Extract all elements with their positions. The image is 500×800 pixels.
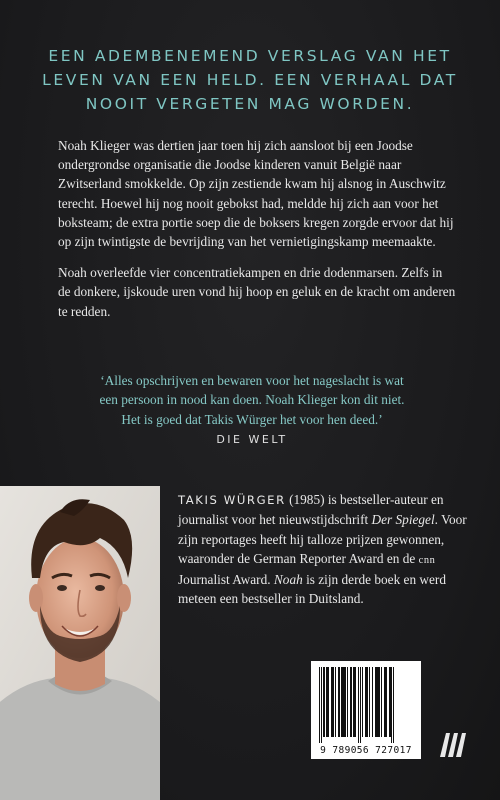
- barcode-bar: [389, 667, 391, 737]
- barcode-bar: [350, 667, 352, 737]
- barcode-bar: [375, 667, 377, 737]
- barcode-bar: [326, 667, 328, 737]
- barcode-bar: [345, 667, 346, 737]
- barcode-bar: [333, 667, 334, 737]
- bio-text: is zijn derde boek en werd meteen een bestseller in Duitsland.: [178, 572, 447, 607]
- barcode-bar: [328, 667, 329, 737]
- barcode-bar: [358, 667, 359, 743]
- headline-line: EEN ADEMBENEMEND VERSLAG VAN HET: [48, 47, 452, 65]
- barcode-bar: [331, 667, 333, 737]
- bio-text: Journalist Award.: [178, 572, 274, 588]
- barcode-bar: [353, 667, 355, 737]
- publisher-logo: [437, 731, 467, 759]
- author-photo: [0, 486, 160, 800]
- quote-line: een persoon in nood kan doen. Noah Klieger kon dit niet.: [99, 392, 405, 408]
- blurb-paragraph: Noah Klieger was dertien jaar toen hij zich aansloot bij een Joodse ondergrondse organisatie die Joodse kinderen vanuit België naar Zwitserland smokkelde. Op zijn zestiende kwam hij alsnog in Auschwitz terecht. Hoewel hij nog nooit gebokst had, meldde hij zich aan voor het boksteam; de extra portie soep die de boksers kregen zorgde ervoor dat hij op zijn twintigste de bevrijding van het vernietigingskamp meemaakte.: [58, 138, 454, 250]
- isbn-digits: 9 789056 727017: [320, 745, 412, 756]
- barcode-bar: [372, 667, 373, 737]
- barcode-bar: [335, 667, 336, 737]
- press-quote: [52, 371, 452, 429]
- magazine-title: Der Spiegel: [371, 512, 435, 528]
- quote-line: ‘Alles opschrijven en bewaren voor het nageslacht is wat: [100, 373, 404, 388]
- book-title: Noah: [273, 572, 303, 588]
- barcode-bar: [355, 667, 356, 737]
- barcode-bar: [391, 667, 392, 743]
- quote-line: Het is goed dat Takis Würger het voor hen deed.’: [121, 411, 383, 427]
- author-name: TAKIS WÜRGER: [178, 493, 286, 507]
- barcode-bar: [386, 667, 387, 737]
- barcode-bar: [362, 667, 363, 737]
- blurb-paragraph: Noah overleefde vier concentratiekampen en drie dodenmarsen. Zelfs in de donkere, ijskoude uren vond hij hoop en geluk en de kracht om anderen te redden.: [58, 265, 456, 319]
- barcode-bar: [323, 667, 325, 737]
- author-bio: [178, 490, 474, 609]
- barcode-bar: [365, 667, 367, 737]
- broadcaster-name: cnn: [418, 554, 436, 566]
- barcode-bar: [321, 667, 322, 743]
- barcode-bar: [343, 667, 345, 737]
- barcode-bar: [377, 667, 379, 737]
- barcode-bar: [384, 667, 386, 737]
- barcode-bar: [367, 667, 368, 737]
- barcode-bar: [360, 667, 361, 743]
- headline: [40, 44, 460, 116]
- barcode-bar: [369, 667, 370, 737]
- bio-text: . Voor zijn reportages heeft hij talloze prijzen gewonnen, waaronder de German Reporter Award en de: [178, 512, 467, 566]
- barcode-bar: [381, 667, 382, 737]
- quote-source: DIE WELT: [216, 433, 288, 446]
- bio-text: (1985) is bestseller-auteur en journalist voor het nieuwstijdschrift: [178, 492, 444, 528]
- barcode-bar: [379, 667, 380, 737]
- barcode-bar: [347, 667, 348, 737]
- isbn-barcode: [311, 661, 421, 759]
- barcode-bar: [393, 667, 394, 743]
- barcode-bar: [319, 667, 320, 743]
- headline-line: LEVEN VAN EEN HELD. EEN VERHAAL DAT: [42, 71, 458, 89]
- barcode-bar: [338, 667, 340, 737]
- headline-line: NOOIT VERGETEN MAG WORDEN.: [85, 95, 415, 113]
- barcode-bar: [341, 667, 343, 737]
- blurb: [58, 136, 458, 333]
